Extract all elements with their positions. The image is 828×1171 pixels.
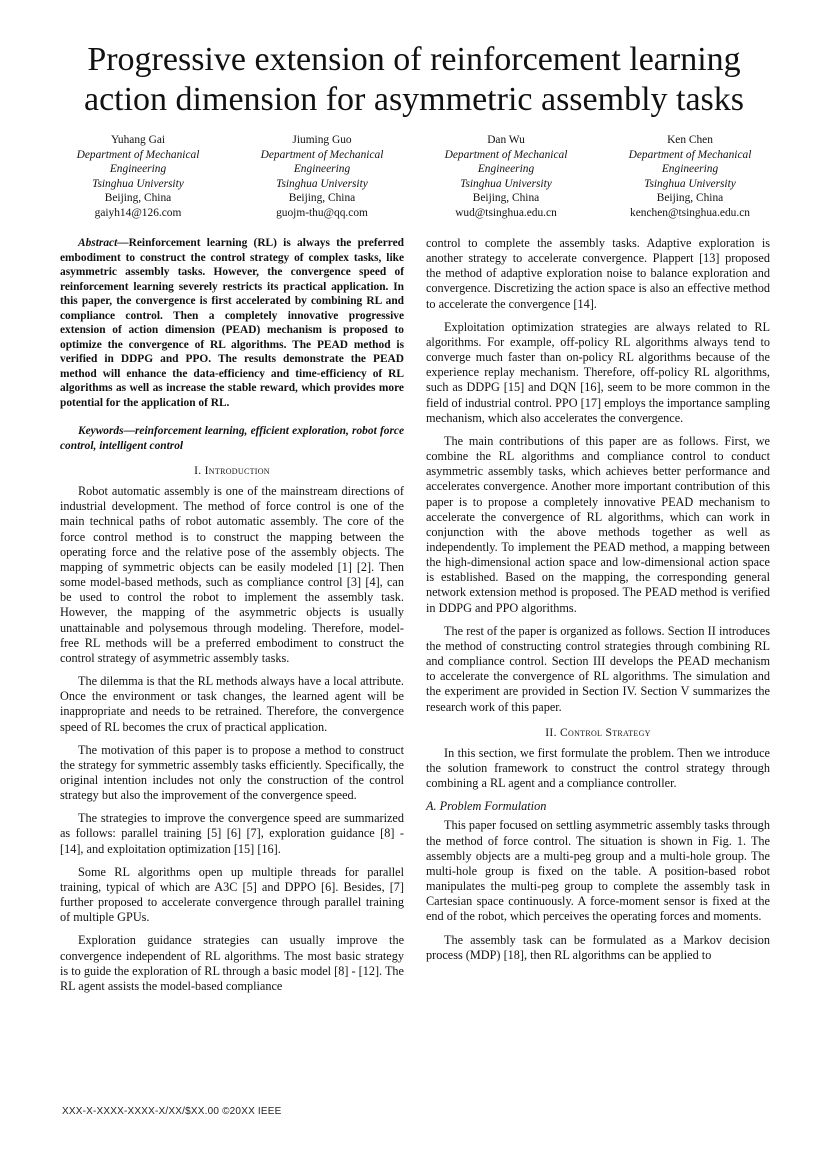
paragraph: Exploitation optimization strategies are always related to RL algorithms. For example, off-policy RL algorithms always tend to converge much faster than on-policy RL algorithms because of the experience replay mechanism. Therefore, off-policy RL algorithms, such as DDPG [15] and DQN [16], seem to be more common in the field of industrial control. PPO [17] employs the importance sampling mechanism, which also accelerates the convergence. bbox=[426, 319, 770, 425]
author-name: Jiuming Guo bbox=[292, 134, 352, 146]
author-university: Tsinghua University bbox=[276, 177, 368, 190]
author-dept: Department of Mechanical Engineering bbox=[628, 148, 752, 176]
paragraph: The rest of the paper is organized as follows. Section II introduces the method of constructing control strategies through combining RL and compliance control. Section III develops the PEAD mechanism to accelerate the convergence of RL algorithms. The simulation and the experiment are provided in Section IV. Section V summarizes the research work of this paper. bbox=[426, 623, 770, 714]
author-name: Dan Wu bbox=[487, 134, 525, 146]
author-dept: Department of Mechanical Engineering bbox=[260, 148, 384, 176]
paragraph: Robot automatic assembly is one of the mainstream directions of industrial development. The method of force control is one of the main technical paths of robot automatic assembly. The core of the force control method is to construct the mapping between the operating force and the relative pose of the assembly objects. The mapping of symmetric objects can be easily modeled [1] [2]. Then some model-based methods, such as compliance control [3] [4], can be used to control the robot to implement the assembly task. However, the mapping of the asymmetric objects is usually unattainable and polysemous through modeling. Therefore, model-free RL methods will be a preferred embodiment to construct the control strategy of asymmetric assembly tasks. bbox=[60, 484, 404, 665]
left-column bbox=[60, 236, 404, 1002]
paragraph: control to complete the assembly tasks. Adaptive exploration is another strategy to accelerate convergence. Plappert [13] proposed the method of adaptive exploration noise to balance exploration and convergence. Discretizing the action space is also an effective method to accelerate the convergence [14]. bbox=[426, 236, 770, 311]
author-4 bbox=[610, 133, 770, 221]
author-city: Beijing, China bbox=[288, 192, 356, 205]
author-email[interactable]: wud@tsinghua.edu.cn bbox=[455, 206, 557, 219]
author-dept: Department of Mechanical Engineering bbox=[444, 148, 568, 176]
paragraph: The motivation of this paper is to propose a method to construct the strategy for symmetric assembly tasks efficiently. Specifically, the original intention includes not only the construction of the control strategy but also the improvement of the convergence speed. bbox=[60, 742, 404, 803]
keywords-lead: Keywords— bbox=[78, 425, 135, 437]
author-university: Tsinghua University bbox=[644, 177, 736, 190]
abstract-lead: Abstract— bbox=[78, 237, 129, 249]
author-university: Tsinghua University bbox=[460, 177, 552, 190]
abstract-text: Reinforcement learning (RL) is always the preferred embodiment to construct the control strategy of complex tasks, like asymmetric assembly tasks. However, the convergence speed of reinforcement learning severely restricts its practical application. In this paper, the convergence is first accelerated by combining RL and compliance control. Then a completely innovative progressive extension of action dimension (PEAD) mechanism is proposed to optimize the convergence of RL algorithms. The PEAD method is verified in DDPG and PPO. The results demonstrate the PEAD method will enhance the data-efficiency and time-efficiency of RL algorithms as well as increase the stable reward, which provides more potential for the application of RL. bbox=[60, 237, 404, 409]
abstract bbox=[60, 236, 404, 410]
author-dept: Department of Mechanical Engineering bbox=[76, 148, 200, 176]
author-email[interactable]: kenchen@tsinghua.edu.cn bbox=[630, 206, 750, 219]
author-email[interactable]: guojm-thu@qq.com bbox=[276, 206, 368, 219]
author-email[interactable]: gaiyh14@126.com bbox=[94, 206, 182, 219]
author-university: Tsinghua University bbox=[92, 177, 184, 190]
author-city: Beijing, China bbox=[656, 192, 724, 205]
author-block bbox=[58, 133, 770, 221]
author-1 bbox=[58, 133, 218, 221]
author-name: Yuhang Gai bbox=[110, 134, 166, 146]
author-city: Beijing, China bbox=[472, 192, 540, 205]
author-name: Ken Chen bbox=[667, 134, 713, 146]
paper-title bbox=[40, 40, 788, 120]
paragraph: Exploration guidance strategies can usually improve the convergence independent of RL algorithms. The most basic strategy is to guide the exploration of RL through a basic model [8] - [12]. The RL agent assists the model-based compliance bbox=[60, 933, 404, 993]
author-city: Beijing, China bbox=[104, 192, 172, 205]
section-heading-introduction: I. Introduction bbox=[194, 464, 270, 477]
paragraph: Some RL algorithms open up multiple threads for parallel training, typical of which are A3C [5] and DPPO [6]. Besides, [7] further proposed to accelerate convergence through parallel training of multiple GPUs. bbox=[60, 864, 404, 925]
keywords bbox=[60, 424, 404, 453]
title-line-1: Progressive extension of reinforcement learning bbox=[87, 41, 741, 78]
author-2 bbox=[242, 133, 402, 221]
section-heading-control-strategy: II. Control Strategy bbox=[545, 725, 651, 739]
paragraph: The main contributions of this paper are as follows. First, we combine the RL algorithms and compliance control to conduct asymmetric assembly tasks, which achieves better performance and accelerates convergence. Another more important contribution of this paper is to propose a completely innovative PEAD mechanism to accelerate the convergence of RL algorithms, which can work in conjunction with the above methods together as well as independently. To implement the PEAD method, a mapping between the high-dimensional action space and low-dimensional action space is established. Based on the mapping, the corresponding general network extension method is proposed. The PEAD method is verified in DDPG and PPO algorithms. bbox=[426, 433, 770, 615]
right-column bbox=[426, 236, 770, 971]
paragraph: The assembly task can be formulated as a Markov decision process (MDP) [18], then RL algorithms can be applied to bbox=[426, 932, 770, 962]
paragraph: The strategies to improve the convergence speed are summarized as follows: parallel training [5] [6] [7], exploration guidance [8] - [14], and exploitation optimization [15] [16]. bbox=[60, 811, 404, 856]
paragraph: The dilemma is that the RL methods always have a local attribute. Once the environment or task changes, the learned agent will be inappropriate and needs to be retrained. Therefore, the convergence speed of RL becomes the crux of practical application. bbox=[60, 674, 404, 734]
paragraph: This paper focused on settling asymmetric assembly tasks through the method of force control. The situation is shown in Fig. 1. The assembly objects are a multi-peg group and a multi-hole group. The multi-hole group is fixed on the table. A position-based robot manipulates the multi-peg group to complete the assembly task in Cartesian space continuously. A force-moment sensor is fixed at the end of the robot, which perceives the operating forces and moments. bbox=[426, 818, 770, 924]
title-line-2: action dimension for asymmetric assembly tasks bbox=[83, 81, 745, 118]
subsection-heading-problem-formulation: A. Problem Formulation bbox=[426, 799, 547, 814]
copyright-footer: XXX-X-XXXX-XXXX-X/XX/$XX.00 ©20XX IEEE bbox=[62, 1106, 282, 1117]
paragraph: In this section, we first formulate the problem. Then we introduce the solution framework to construct the control strategy through combining a RL agent and a compliance controller. bbox=[426, 745, 770, 791]
author-3 bbox=[426, 133, 586, 221]
keywords-text: reinforcement learning, efficient exploration, robot force control, intelligent control bbox=[60, 425, 404, 452]
